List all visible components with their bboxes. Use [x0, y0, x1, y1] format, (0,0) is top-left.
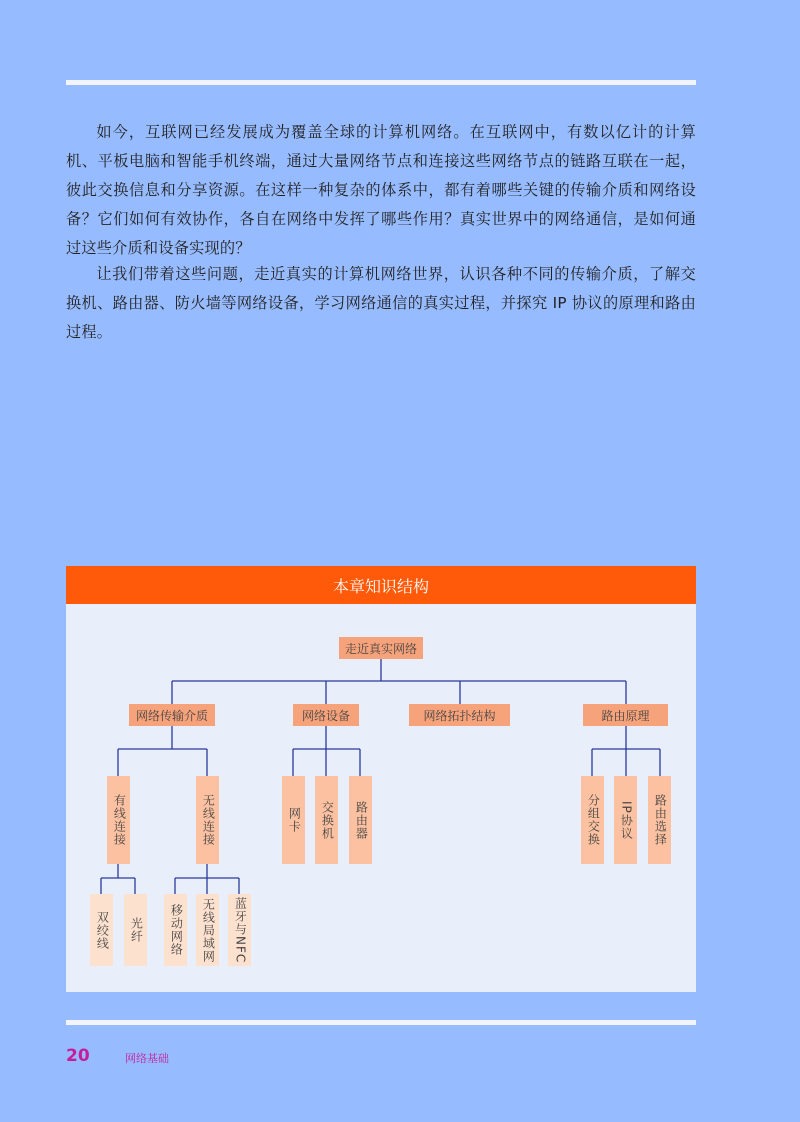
knowledge-structure-diagram [66, 604, 696, 992]
node-nic: 网卡 [282, 776, 305, 864]
node-route-selection: 路由选择 [648, 776, 671, 864]
node-bluetooth-nfc: 蓝牙与NFC [228, 894, 251, 966]
knowledge-structure-banner: 本章知识结构 [66, 566, 696, 604]
node-wireless: 无线连接 [196, 776, 219, 864]
node-twisted-pair: 双绞线 [90, 894, 113, 966]
bottom-rule [66, 1020, 696, 1025]
node-network-topology: 网络拓扑结构 [409, 704, 510, 726]
node-wlan: 无线局域网 [196, 894, 219, 966]
node-router: 路由器 [349, 776, 372, 864]
node-transmission-media: 网络传输介质 [129, 704, 215, 726]
node-routing-principle: 路由原理 [583, 704, 668, 726]
node-network-devices: 网络设备 [293, 704, 359, 726]
node-ip-protocol: IP协议 [614, 776, 637, 864]
node-switch: 交换机 [315, 776, 338, 864]
intro-paragraph-1: 如今，互联网已经发展成为覆盖全球的计算机网络。在互联网中，有数以亿计的计算机、平板电脑和智能手机终端，通过大量网络节点和连接这些网络节点的链路互联在一起，彼此交换信息和分享资源。在这样一种复杂的体系中，都有着哪些关键的传输介质和网络设备？它们如何有效协作，各自在网络中发挥了哪些作用？真实世界中的网络通信，是如何通过这些介质和设备实现的？ [66, 123, 696, 257]
page-number: 20 [66, 1046, 90, 1066]
node-wired: 有线连接 [107, 776, 130, 864]
node-mobile-network: 移动网络 [164, 894, 187, 966]
top-rule [66, 80, 696, 85]
node-root: 走近真实网络 [339, 637, 423, 659]
node-packet-switching: 分组交换 [581, 776, 604, 864]
running-title: 网络基础 [125, 1052, 169, 1065]
intro-paragraph-2: 让我们带着这些问题，走近真实的计算机网络世界，认识各种不同的传输介质，了解交换机、路由器、防火墙等网络设备，学习网络通信的真实过程，并探究 IP 协议的原理和路由过程。 [66, 265, 696, 341]
node-optical-fiber: 光纤 [124, 894, 147, 966]
